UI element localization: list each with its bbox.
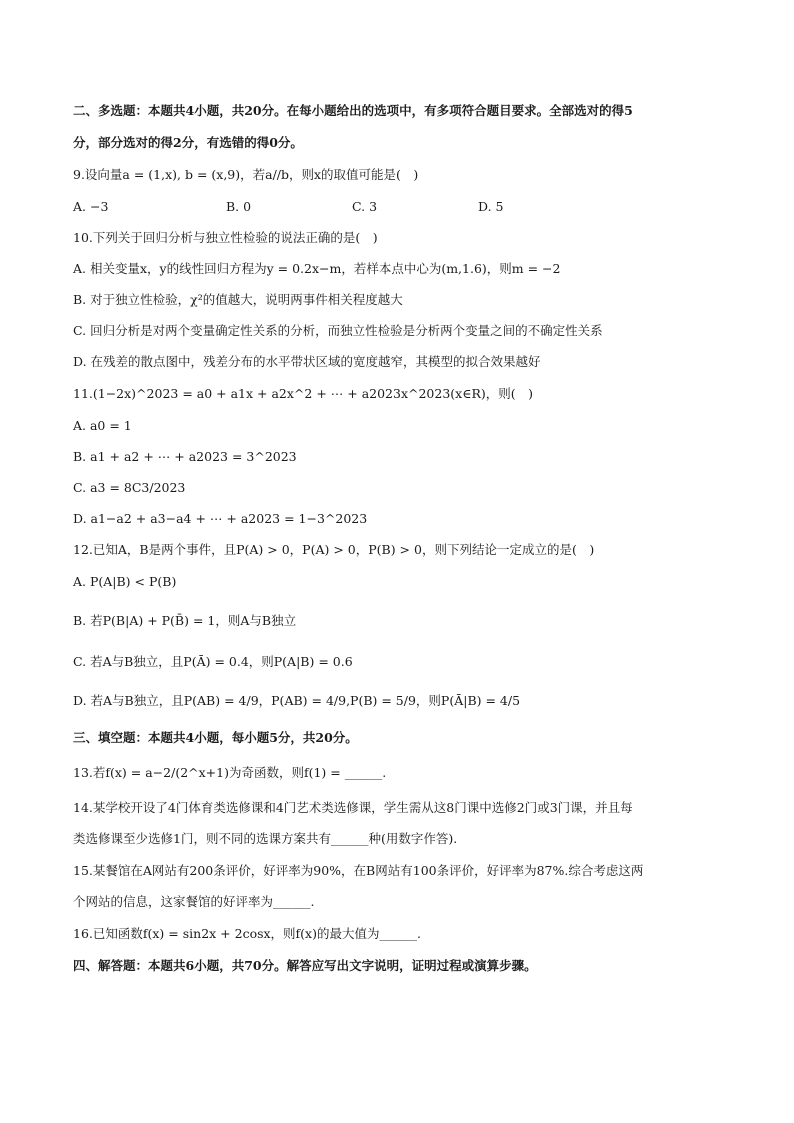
q9-option-d: D. 5 [478,199,504,214]
q11-stem: 11.(1−2x)^2023 = a0 + a1x + a2x^2 + ⋯ + a2023x^2023(x∈R)，则( ) [73,386,534,401]
q11-option-a: A. a0 = 1 [73,418,132,433]
q12-option-b: B. 若P(B|A) + P(B̄) = 1，则A与B独立 [73,613,297,628]
q9-stem: 9.设向量a = (1,x), b = (x,9)，若a//b，则x的取值可能是( ) [73,167,419,182]
q14-line1: 14.某学校开设了4门体育类选修课和4门艺术类选修课，学生需从这8门课中选修2门或3门课，并且每 [73,800,633,815]
q15-line1: 15.某餐馆在A网站有200条评价，好评率为90%，在B网站有100条评价，好评率为87%.综合考虑这两 [73,863,644,878]
q12-option-c: C. 若A与B独立，且P(Ā) = 0.4，则P(A|B) = 0.6 [73,654,353,669]
section-fill-header: 三、填空题：本题共4小题，每小题5分，共20分。 [73,730,358,745]
q14-line2: 类选修课至少选修1门，则不同的选课方案共有______种(用数字作答). [73,831,458,846]
q9-option-a: A. −3 [73,199,109,214]
section-multi-header-line1: 二、多选题：本题共4小题，共20分。在每小题给出的选项中，有多项符合题目要求。全部选对的得5 [73,103,633,118]
q10-option-b: B. 对于独立性检验，χ²的值越大，说明两事件相关程度越大 [73,292,403,307]
q9-option-b: B. 0 [226,199,252,214]
q10-option-c: C. 回归分析是对两个变量确定性关系的分析，而独立性检验是分析两个变量之间的不确定性关系 [73,323,603,338]
q11-option-b: B. a1 + a2 + ⋯ + a2023 = 3^2023 [73,449,297,464]
section-answer-header: 四、解答题：本题共6小题，共70分。解答应写出文字说明，证明过程或演算步骤。 [73,958,537,973]
q11-option-c: C. a3 = 8C3/2023 [73,480,186,495]
q9-option-c: C. 3 [352,199,378,214]
q16-stem: 16.已知函数f(x) = sin2x + 2cosx，则f(x)的最大值为______. [73,926,421,941]
q15-line2: 个网站的信息，这家餐馆的好评率为______. [73,894,315,909]
q10-option-a: A. 相关变量x，y的线性回归方程为y = 0.2x−m，若样本点中心为(m,1.6)，则m = −2 [73,261,561,276]
q12-stem: 12.已知A，B是两个事件，且P(A) > 0，P(A) > 0，P(B) > 0，则下列结论一定成立的是( ) [73,542,595,557]
q12-option-d: D. 若A与B独立，且P(AB) = 4/9，P(AB) = 4/9,P(B) = 5/9，则P(Ā|B) = 4/5 [73,693,521,708]
q10-option-d: D. 在残差的散点图中，残差分布的水平带状区域的宽度越窄，其模型的拟合效果越好 [73,354,541,369]
section-multi-header-line2: 分，部分选对的得2分，有选错的得0分。 [73,135,303,150]
q12-option-a: A. P(A|B) < P(B) [73,574,177,589]
q11-option-d: D. a1−a2 + a3−a4 + ⋯ + a2023 = 1−3^2023 [73,511,368,526]
q13-stem: 13.若f(x) = a−2/(2^x+1)为奇函数，则f(1) = ______. [73,765,387,780]
q10-stem: 10.下列关于回归分析与独立性检验的说法正确的是( ) [73,230,378,245]
